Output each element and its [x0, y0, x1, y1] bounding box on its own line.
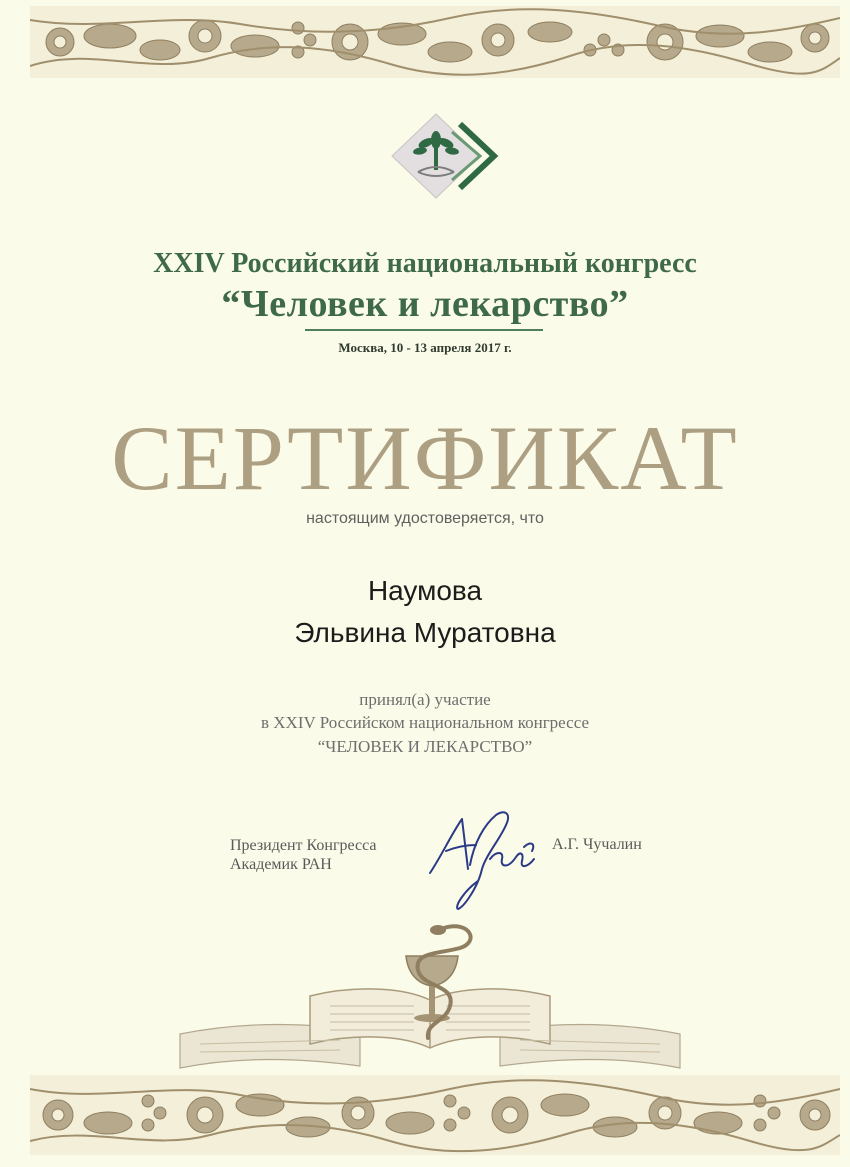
- bowl-of-hygieia-emblem: [170, 918, 690, 1078]
- signatory-position-line-2: Академик РАН: [230, 856, 332, 873]
- participation-line-1: принял(а) участие: [359, 690, 491, 709]
- signatory-name: А.Г. Чучалин: [552, 836, 642, 853]
- header-divider: [305, 329, 543, 331]
- recipient-surname: Наумова: [367, 575, 483, 606]
- participation-line-2: в XXIV Российском национальном конгрессе: [260, 713, 589, 732]
- recipient-given-names: Эльвина Муратовна: [294, 617, 556, 648]
- participation-line-3: “ЧЕЛОВЕК И ЛЕКАРСТВО”: [317, 737, 533, 756]
- congress-name-line-2: “Человек и лекарство”: [221, 283, 629, 325]
- congress-logo-icon: [388, 110, 504, 202]
- floral-ornament-top-icon: [30, 6, 840, 78]
- certifies-text: настоящим удостоверяется, что: [306, 510, 544, 527]
- signatory-position-line-1: Президент Конгресса: [230, 837, 377, 854]
- congress-dates: Москва, 10 - 13 апреля 2017 г.: [338, 340, 512, 355]
- certificate-title: СЕРТИФИКАТ: [111, 407, 739, 509]
- congress-name-line-1: XXIV Российский национальный конгресс: [153, 248, 697, 279]
- floral-ornament-bottom-icon: [30, 1075, 840, 1155]
- signatory-position: [230, 836, 377, 874]
- signature-icon: [420, 795, 550, 915]
